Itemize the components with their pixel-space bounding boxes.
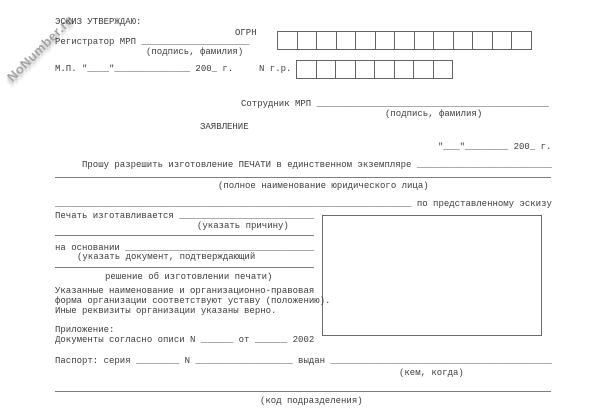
watermark-text: NoNumber.ru — [4, 11, 77, 85]
sketch-approval-heading: ЭСКИЗ УТВЕРЖДАЮ: — [55, 17, 142, 27]
grid-cell — [453, 31, 474, 50]
grid-cell — [433, 31, 454, 50]
grid-cell — [472, 31, 493, 50]
grid-cell — [433, 60, 454, 79]
grid-cell — [355, 60, 376, 79]
confirmation-paragraph-line1: Указанные наименование и организационно-правовая — [55, 286, 315, 296]
grid-cell — [394, 60, 415, 79]
employee-signature-caption: (подпись, фамилия) — [385, 109, 483, 119]
seal-sketch-box — [322, 215, 542, 336]
ogrn-cell-grid — [277, 31, 532, 50]
grid-cell — [336, 31, 357, 50]
grid-cell — [414, 31, 435, 50]
birth-number-label: N г.р. — [259, 64, 292, 74]
attachment-label: Приложение: — [55, 325, 115, 335]
basis-line: на основании ___________________________________ — [55, 243, 315, 253]
org-name-blank-rule — [55, 177, 551, 178]
basis-blank-rule — [55, 267, 314, 268]
confirmation-paragraph-line3: Иные реквизиты организации указаны верно. — [55, 306, 277, 316]
passport-line: Паспорт: серия ________ N __________________ выдан _________________________________________ — [55, 356, 552, 366]
grid-cell — [375, 31, 396, 50]
made-reason-line: Печать изготавливается _________________________ — [55, 211, 315, 221]
employee-line: Сотрудник МРП ___________________________________________ — [241, 99, 549, 109]
grid-cell — [511, 31, 532, 50]
registrar-signature-caption: (подпись, фамилия) — [146, 47, 244, 57]
registrar-line: Регистратор МРП ____________________ — [55, 37, 250, 47]
grid-cell — [335, 60, 356, 79]
grid-cell — [394, 31, 415, 50]
reason-blank-rule — [55, 235, 314, 236]
grid-cell — [296, 60, 317, 79]
document-title: ЗАЯВЛЕНИЕ — [200, 122, 249, 132]
grid-cell — [316, 60, 337, 79]
unit-code-caption: (код подразделения) — [260, 396, 363, 406]
grid-cell — [355, 31, 376, 50]
grid-cell — [316, 31, 337, 50]
ogrn-label: ОГРН — [235, 28, 257, 38]
reason-caption: (указать причину) — [197, 221, 289, 231]
birth-number-cell-grid — [296, 60, 453, 79]
passport-issuer-caption: (кем, когда) — [399, 368, 464, 378]
confirmation-paragraph-line2: форма организации соответствуют уставу (положению). — [55, 296, 331, 306]
grid-cell — [277, 31, 298, 50]
date-blank-line: "___"________ 200_ г. — [438, 142, 552, 152]
stamp-date-line: М.П. "____"______________ 200_ г. — [55, 64, 234, 74]
grid-cell — [413, 60, 434, 79]
request-line: Прошу разрешить изготовление ПЕЧАТИ в единственном экземпляре _________________________ — [82, 160, 552, 170]
sketch-note-line: __________________________________________________________________ по представленному эскизу — [55, 199, 552, 209]
basis-caption-line1: (указать документ, подтверждающий — [77, 252, 256, 262]
unit-code-blank-rule — [55, 391, 551, 392]
basis-caption-line2: решение об изготовлении печати) — [105, 272, 273, 282]
grid-cell — [492, 31, 513, 50]
grid-cell — [297, 31, 318, 50]
org-name-caption: (полное наименование юридического лица) — [218, 181, 429, 191]
attachment-docs-line: Документы согласно описи N ______ от ______ 2002 — [55, 335, 315, 345]
grid-cell — [374, 60, 395, 79]
